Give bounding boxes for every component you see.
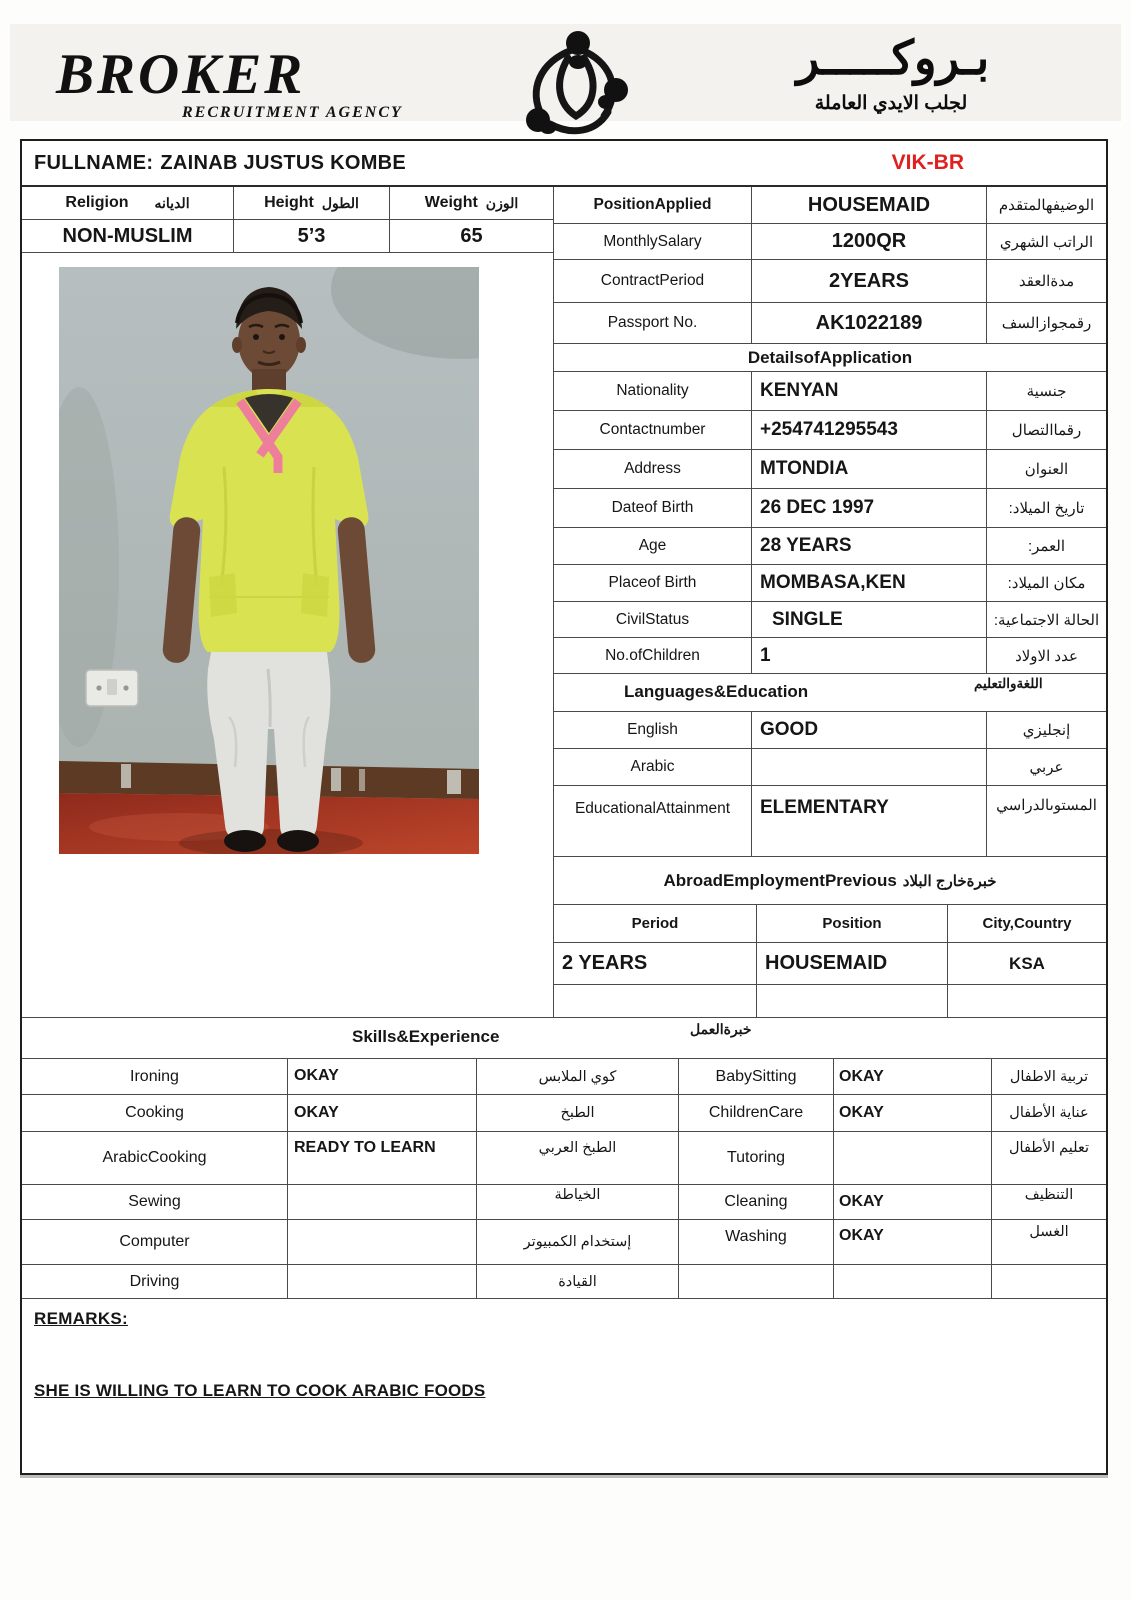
- civil-status-row: [554, 602, 1106, 638]
- skills-row-sewing-cleaning: [22, 1185, 1106, 1220]
- photo-cell: [22, 253, 553, 1017]
- date-of-birth-arabic: تاريخ الميلاد:: [1008, 500, 1085, 517]
- abroad-city-empty: [948, 985, 1106, 1017]
- education-arabic: المستوىالدراسي: [996, 797, 1097, 814]
- washing-arabic: الغسل: [1029, 1224, 1069, 1240]
- sewing-arabic: الخياطة: [477, 1185, 679, 1219]
- driving-value: [288, 1265, 477, 1298]
- biodata-form-table: [20, 139, 1108, 1475]
- monthly-salary-value: 1200QR: [752, 224, 987, 259]
- position-applied-value: HOUSEMAID: [752, 187, 987, 223]
- skills-row-driving-empty: [22, 1265, 1106, 1299]
- abroad-employment-header: [554, 857, 1106, 905]
- application-details-column: [554, 187, 1106, 1017]
- date-of-birth-row: [554, 489, 1106, 528]
- position-applied-row: [554, 187, 1106, 224]
- languages-education-header: [554, 674, 1106, 712]
- reference-code: VIK-BR: [891, 151, 964, 174]
- abroad-period-value: 2 YEARS: [554, 943, 757, 984]
- religion-header-cell: [22, 187, 234, 220]
- cleaning-value: OKAY: [834, 1185, 992, 1219]
- remarks-text: SHE IS WILLING TO LEARN TO COOK ARABIC FOODS: [34, 1381, 486, 1400]
- computer-label: Computer: [22, 1220, 288, 1264]
- brand-name-arabic: بـروكـــــر: [796, 31, 990, 84]
- vitals-header-row: [22, 187, 553, 220]
- abroad-period-empty: [554, 985, 757, 1017]
- abroad-columns-row: [554, 905, 1106, 943]
- civil-status-arabic: الحالة الاجتماعية:: [993, 611, 1100, 629]
- contract-period-row: [554, 260, 1106, 303]
- agency-people-network-logo-icon: [502, 28, 652, 140]
- passport-row: [554, 303, 1106, 344]
- religion-value-cell: [22, 220, 234, 252]
- nationality-row: [554, 372, 1106, 411]
- skills-row-computer-washing: [22, 1220, 1106, 1265]
- arabic-language-row: [554, 749, 1106, 786]
- weight-header-cell: [390, 187, 553, 220]
- skills-row-cooking-childrencare: [22, 1095, 1106, 1132]
- date-of-birth-value: 26 DEC 1997: [752, 489, 987, 527]
- applicant-photo: [59, 267, 479, 854]
- children-label: No.ofChildren: [554, 638, 752, 673]
- details-of-application-title: DetailsofApplication: [747, 347, 913, 367]
- skills-row-ironing-babysitting: [22, 1059, 1106, 1095]
- arabic-language-value: [752, 749, 987, 785]
- education-value: ELEMENTARY: [752, 786, 987, 856]
- place-of-birth-arabic: مكان الميلاد:: [1007, 575, 1086, 592]
- babysitting-arabic: تربية الاطفال: [1009, 1068, 1089, 1085]
- weight-value-cell: [390, 220, 553, 252]
- passport-label: Passport No.: [554, 303, 752, 343]
- abroad-employment-title-arabic: خبرةخارج البلاد: [902, 872, 997, 890]
- contact-number-row: [554, 411, 1106, 450]
- details-of-application-header: [554, 344, 1106, 372]
- age-label: Age: [554, 528, 752, 564]
- age-value: 28 YEARS: [752, 528, 987, 564]
- address-label: Address: [554, 450, 752, 488]
- place-of-birth-label: Placeof Birth: [554, 565, 752, 601]
- position-applied-arabic: الوضيفهالمتقدم: [998, 197, 1095, 214]
- ironing-label: Ironing: [22, 1059, 288, 1094]
- civil-status-value: SINGLE: [752, 602, 987, 637]
- nationality-label: Nationality: [554, 372, 752, 410]
- driving-arabic: القيادة: [477, 1265, 679, 1298]
- washing-label: Washing: [679, 1220, 834, 1264]
- cleaning-label: Cleaning: [679, 1185, 834, 1219]
- abroad-period-column-header: Period: [554, 905, 757, 942]
- religion-value: NON-MUSLIM: [62, 224, 193, 247]
- height-header-cell: [234, 187, 390, 220]
- contract-period-label: ContractPeriod: [554, 260, 752, 302]
- weight-label: Weight: [424, 194, 478, 211]
- arabic-cooking-value: READY TO LEARN: [288, 1132, 477, 1184]
- arabic-cooking-arabic: الطبخ العربي: [477, 1132, 679, 1184]
- address-row: [554, 450, 1106, 489]
- arabic-language-label: Arabic: [554, 749, 752, 785]
- cooking-value: OKAY: [288, 1095, 477, 1131]
- driving-label: Driving: [22, 1265, 288, 1298]
- contract-period-value: 2YEARS: [752, 260, 987, 302]
- remarks-section: [22, 1299, 1106, 1477]
- english-value: GOOD: [752, 712, 987, 748]
- sewing-label: Sewing: [22, 1185, 288, 1219]
- skills-experience-title-arabic: خبرةالعمل: [690, 1021, 752, 1037]
- english-row: [554, 712, 1106, 749]
- tutoring-arabic: تعليم الأطفال: [1009, 1140, 1090, 1156]
- arabic-cooking-label: ArabicCooking: [22, 1132, 288, 1184]
- monthly-salary-label: MonthlySalary: [554, 224, 752, 259]
- passport-value: AK1022189: [752, 303, 987, 343]
- height-label-arabic: الطول: [321, 194, 359, 211]
- remarks-title: REMARKS:: [34, 1309, 129, 1328]
- abroad-empty-row: [554, 985, 1106, 1017]
- left-column: [22, 187, 554, 1017]
- childrencare-label: ChildrenCare: [679, 1095, 834, 1131]
- childrencare-value: OKAY: [834, 1095, 992, 1131]
- ironing-value: OKAY: [288, 1059, 477, 1094]
- skills-experience-title: Skills&Experience: [352, 1027, 500, 1046]
- monthly-salary-arabic: الراتب الشهري: [999, 233, 1094, 251]
- monthly-salary-row: [554, 224, 1106, 260]
- contract-period-arabic: مدةالعقد: [1018, 273, 1075, 290]
- nationality-arabic: جنسية: [1026, 383, 1067, 400]
- empty-skill-label: [679, 1265, 834, 1298]
- weight-value: 65: [460, 224, 483, 247]
- religion-label: Religion: [65, 194, 129, 211]
- height-label: Height: [264, 194, 314, 211]
- date-of-birth-label: Dateof Birth: [554, 489, 752, 527]
- english-arabic: إنجليزي: [1022, 722, 1071, 739]
- education-label: EducationalAttainment: [554, 786, 752, 856]
- languages-education-title-arabic: اللغةوالتعليم: [974, 676, 1043, 691]
- ironing-arabic: كوي الملابس: [477, 1059, 679, 1094]
- top-section: [22, 187, 1106, 1017]
- arabic-language-arabic: عربي: [1029, 759, 1064, 776]
- height-value: 5’3: [297, 224, 326, 247]
- place-of-birth-value: MOMBASA,KEN: [752, 565, 987, 601]
- empty-skill-arabic: [992, 1265, 1106, 1298]
- cleaning-arabic: التنظيف: [1024, 1187, 1074, 1203]
- cooking-arabic: الطبخ: [477, 1095, 679, 1131]
- tutoring-value: [834, 1132, 992, 1184]
- english-label: English: [554, 712, 752, 748]
- brand-name-english: BROKER: [56, 43, 306, 106]
- brand-subtitle-english: RECRUITMENT AGENCY: [182, 104, 403, 121]
- cooking-label: Cooking: [22, 1095, 288, 1131]
- address-value: MTONDIA: [752, 450, 987, 488]
- children-value: 1: [752, 638, 987, 673]
- age-arabic: العمر:: [1027, 538, 1066, 555]
- religion-label-arabic: الديانه: [154, 194, 190, 211]
- brand-subtitle-arabic: لجلب الايدي العاملة: [814, 93, 968, 114]
- children-arabic: عدد الاولاد: [1015, 647, 1078, 665]
- nationality-value: KENYAN: [752, 372, 987, 410]
- civil-status-label: CivilStatus: [554, 602, 752, 637]
- letterhead: [10, 24, 1121, 121]
- fullname-value: ZAINAB JUSTUS KOMBE: [160, 151, 407, 174]
- abroad-employment-title: AbroadEmploymentPrevious: [663, 870, 897, 890]
- abroad-position-column-header: Position: [757, 905, 948, 942]
- languages-education-title: Languages&Education: [624, 682, 809, 701]
- children-row: [554, 638, 1106, 674]
- babysitting-label: BabySitting: [679, 1059, 834, 1094]
- passport-arabic: رقمجوازالسف: [1001, 315, 1092, 332]
- vitals-value-row: [22, 220, 553, 253]
- sewing-value: [288, 1185, 477, 1219]
- height-value-cell: [234, 220, 390, 252]
- place-of-birth-row: [554, 565, 1106, 602]
- abroad-city-value: KSA: [1009, 953, 1045, 973]
- position-applied-label: PositionApplied: [554, 187, 752, 223]
- tutoring-label: Tutoring: [679, 1132, 834, 1184]
- washing-value: OKAY: [834, 1220, 992, 1264]
- weight-label-arabic: الوزن: [485, 194, 519, 211]
- empty-skill-value: [834, 1265, 992, 1298]
- contact-number-label: Contactnumber: [554, 411, 752, 449]
- abroad-position-empty: [757, 985, 948, 1017]
- abroad-position-value: HOUSEMAID: [757, 943, 948, 984]
- education-row: [554, 786, 1106, 857]
- skills-row-arabiccooking-tutoring: [22, 1132, 1106, 1185]
- abroad-record-row: [554, 943, 1106, 985]
- contact-number-arabic: رقماالتصال: [1011, 422, 1082, 439]
- childrencare-arabic: عناية الأطفال: [1009, 1105, 1089, 1121]
- contact-number-value: +254741295543: [752, 411, 987, 449]
- fullname-row: [22, 141, 1106, 187]
- babysitting-value: OKAY: [834, 1059, 992, 1094]
- abroad-city-column-header: City,Country: [982, 915, 1072, 932]
- fullname-label: FULLNAME:: [34, 151, 154, 174]
- skills-experience-header: [22, 1017, 1106, 1059]
- computer-arabic: إستخدام الكمبيوتر: [477, 1220, 679, 1264]
- address-arabic: العنوان: [1024, 461, 1069, 478]
- computer-value: [288, 1220, 477, 1264]
- age-row: [554, 528, 1106, 565]
